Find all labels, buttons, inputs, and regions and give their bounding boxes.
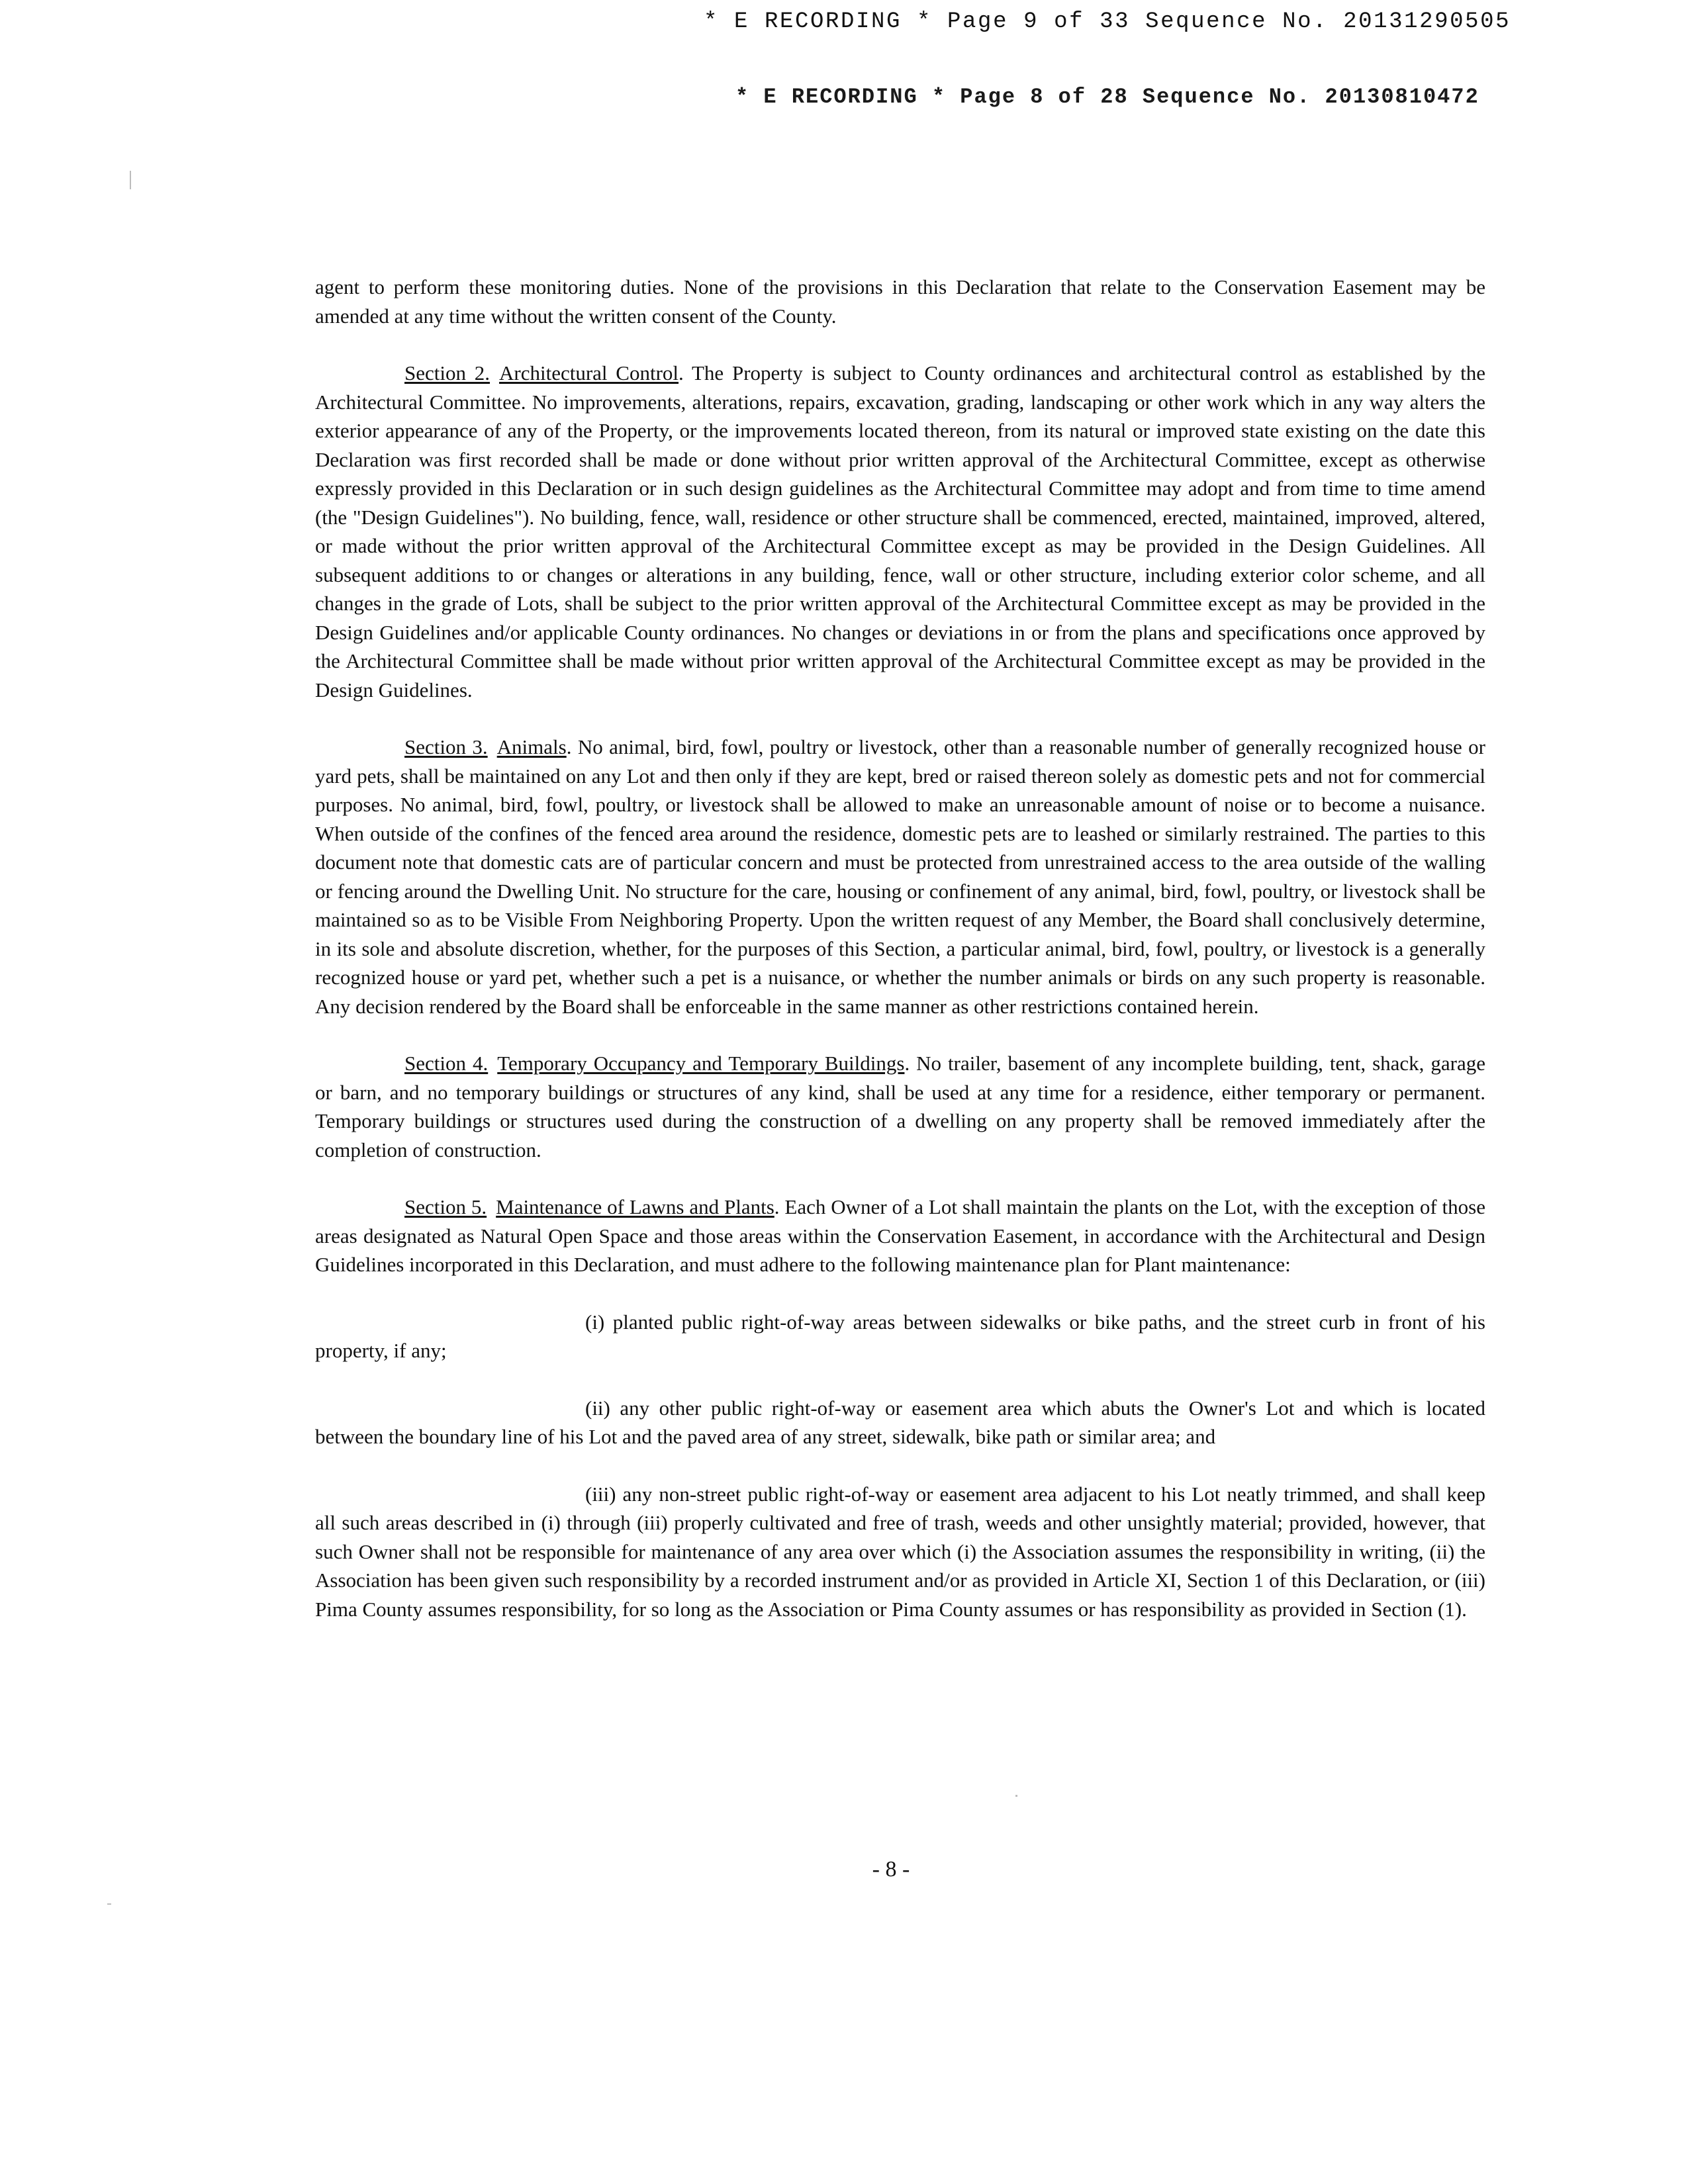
maintenance-item-iii: (iii) any non-street public right-of-way or easement area adjacent to his Lot neatly trimmed, and shall keep all such areas described in (i) through (iii) properly cultivated and free of trash, weeds and other unsightly material; provided, however, that such Owner shall not be responsible for maintenance of any area over which (i) the Association assumes the responsibility in writing, (ii) the Association has been given such responsibility by a recorded instrument and/or as provided in Article XI, Section 1 of this Declaration, or (iii) Pima County assumes responsibility, for so long as the Association or Pima County assumes or has responsibility as provided in Section (1).	[315, 1482, 1485, 1621]
scan-speck	[1015, 1795, 1017, 1797]
section-2-paragraph	[315, 359, 1485, 704]
section-3-label: Section 3.	[404, 735, 488, 758]
underlying-recording-stamp: * E RECORDING * Page 8 of 28 Sequence No. 20130810472	[735, 85, 1479, 109]
section-5-text: . Each Owner of a Lot shall maintain the plants on the Lot, with the exception of those areas designated as Natural Open Space and those areas within the Conservation Easement, in accordance with the Architectural and Design Guidelines incorporated in this Declaration, and must adhere to the following maintenance plan for Plant maintenance:	[315, 1195, 1485, 1276]
paragraph-intro: agent to perform these monitoring duties. None of the provisions in this Declaration that relate to the Conservation Easement may be amended at any time without the written consent of the County.	[315, 275, 1485, 328]
recording-stamp: * E RECORDING * Page 9 of 33 Sequence No. 20131290505	[704, 9, 1511, 34]
section-4-label: Section 4.	[404, 1052, 489, 1075]
section-2-title: Architectural Control	[499, 361, 679, 385]
section-3-text: . No animal, bird, fowl, poultry or livestock, other than a reasonable number of generally recognized house or yard pets, shall be maintained on any Lot and then only if they are kept, bred or raised thereon solely as domestic pets and not for commercial purposes. No animal, bird, fowl, poultry, or livestock shall be allowed to make an unreasonable amount of noise or to become a nuisance. When outside of the confines of the fenced area around the residence, domestic pets are to leashed or similarly restrained. The parties to this document note that domestic cats are of particular concern and must be protected from unrestrained access to the area outside of the walling or fencing around the Dwelling Unit. No structure for the care, housing or confinement of any animal, bird, fowl, poultry, or livestock shall be maintained so as to be Visible From Neighboring Property. Upon the written request of any Member, the Board shall conclusively determine, in its sole and absolute discretion, whether, for the purposes of this Section, a particular animal, bird, fowl, poultry, or livestock is a generally recognized house or yard pet, whether such a pet is a nuisance, or whether the number animals or birds on any such property is reasonable. Any decision rendered by the Board shall be enforceable in the same manner as other restrictions contained herein.	[315, 735, 1485, 1018]
declaration-body	[315, 273, 1485, 1652]
scan-speck	[130, 171, 131, 189]
section-2-text: . The Property is subject to County ordinances and architectural control as established by the Architectural Committee. No improvements, alterations, repairs, excavation, grading, landscaping or other work which in any way alters the exterior appearance of any of the Property, or the improvements located thereon, from its natural or improved state existing on the date this Declaration was first recorded shall be made or done without prior written approval of the Architectural Committee, except as otherwise expressly provided in this Declaration or in such design guidelines as the Architectural Committee may adopt and from time to time amend (the "Design Guidelines"). No building, fence, wall, residence or other structure shall be commenced, erected, maintained, improved, altered, or made without the prior written approval of the Architectural Committee except as may be provided in the Design Guidelines. All subsequent additions to or changes or alterations in any building, fence, wall or other structure, including exterior color scheme, and all changes in the grade of Lots, shall be subject to the prior written approval of the Architectural Committee except as may be provided in the Design Guidelines and/or applicable County ordinances. No changes or deviations in or from the plans and specifications once approved by the Architectural Committee shall be made without prior written approval of the Architectural Committee except as may be provided in the Design Guidelines.	[315, 361, 1485, 702]
section-3-title: Animals	[496, 735, 567, 758]
section-2-label: Section 2.	[404, 361, 491, 385]
section-5-title: Maintenance of Lawns and Plants	[496, 1195, 774, 1218]
section-3-paragraph	[315, 733, 1485, 1021]
scan-speck	[107, 1903, 111, 1905]
maintenance-item-i: (i) planted public right-of-way areas between sidewalks or bike paths, and the street curb in front of his property, if any;	[315, 1310, 1485, 1362]
page-number: - 8 -	[872, 1857, 910, 1882]
section-5-paragraph	[315, 1193, 1485, 1279]
section-4-text: . No trailer, basement of any incomplete building, tent, shack, garage or barn, and no temporary buildings or structures of any kind, shall be used at any time for a residence, either temporary or permanent. Temporary buildings or structures used during the construction of a dwelling on any property shall be removed immediately after the completion of construction.	[315, 1052, 1485, 1161]
section-4-title: Temporary Occupancy and Temporary Buildings	[497, 1052, 905, 1075]
maintenance-item-ii: (ii) any other public right-of-way or easement area which abuts the Owner's Lot and which is located between the boundary line of his Lot and the paved area of any street, sidewalk, bike path or similar area; and	[315, 1396, 1485, 1448]
section-4-paragraph	[315, 1049, 1485, 1164]
section-5-label: Section 5.	[404, 1195, 487, 1218]
